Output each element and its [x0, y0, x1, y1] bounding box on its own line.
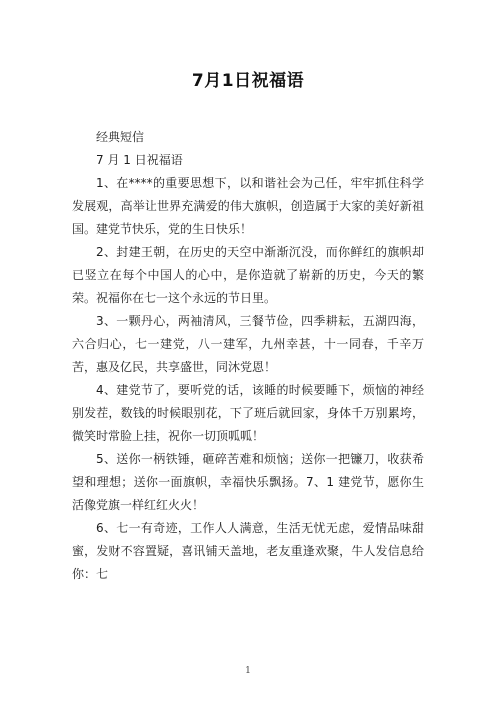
- blessing-paragraph-1: 1、在****的重要思想下，以和谐社会为己任，牢牢抓住科学发展观，高举让世界充满爱的伟大旗帜，创造属于大家的美好新祖国。建党节快乐，党的生日快乐！: [72, 176, 424, 236]
- blessing-paragraph-4: 4、建党节了，要听党的话，该睡的时候要睡下，烦恼的神经别发茬，数钱的时候眼别花，下了班后就回家，身体千万别累垮，微笑时常脸上挂，祝你一切顶呱呱！: [72, 383, 424, 443]
- document-body: [72, 126, 424, 586]
- blessing-paragraph-2: 2、封建王朝，在历史的天空中渐渐沉没，而你鲜红的旗帜却已竖立在每个中国人的心中，是你造就了崭新的历史，今天的繁荣。祝福你在七一这个永远的节日里。: [72, 245, 424, 305]
- section-label: 经典短信: [96, 130, 145, 144]
- blessing-paragraph-6: 6、七一有奇迹，工作人人满意，生活无忧无虑，爱情品味甜蜜，发财不容置疑，喜讯铺天盖地，老友重逢欢聚，牛人发信息给你：七: [72, 521, 424, 581]
- blessing-paragraph-5: 5、送你一柄铁锤，砸碎苦难和烦恼；送你一把镰刀，收获希望和理想；送你一面旗帜，幸福快乐飘扬。7、1 建党节，愿你生活像党旗一样红红火火！: [72, 452, 424, 512]
- blessing-paragraph-3: 3、一颗丹心，两袖清风，三餐节俭，四季耕耘，五湖四海，六合归心，七一建党，八一建军，九州幸甚，十一同春，千辛万苦，惠及亿民，共享盛世，同沐党恩！: [72, 314, 424, 374]
- document-title: 7月1日祝福语: [191, 71, 305, 91]
- subtitle-line: 7 月 1 日祝福语: [96, 153, 183, 167]
- page-number: 1: [245, 666, 251, 676]
